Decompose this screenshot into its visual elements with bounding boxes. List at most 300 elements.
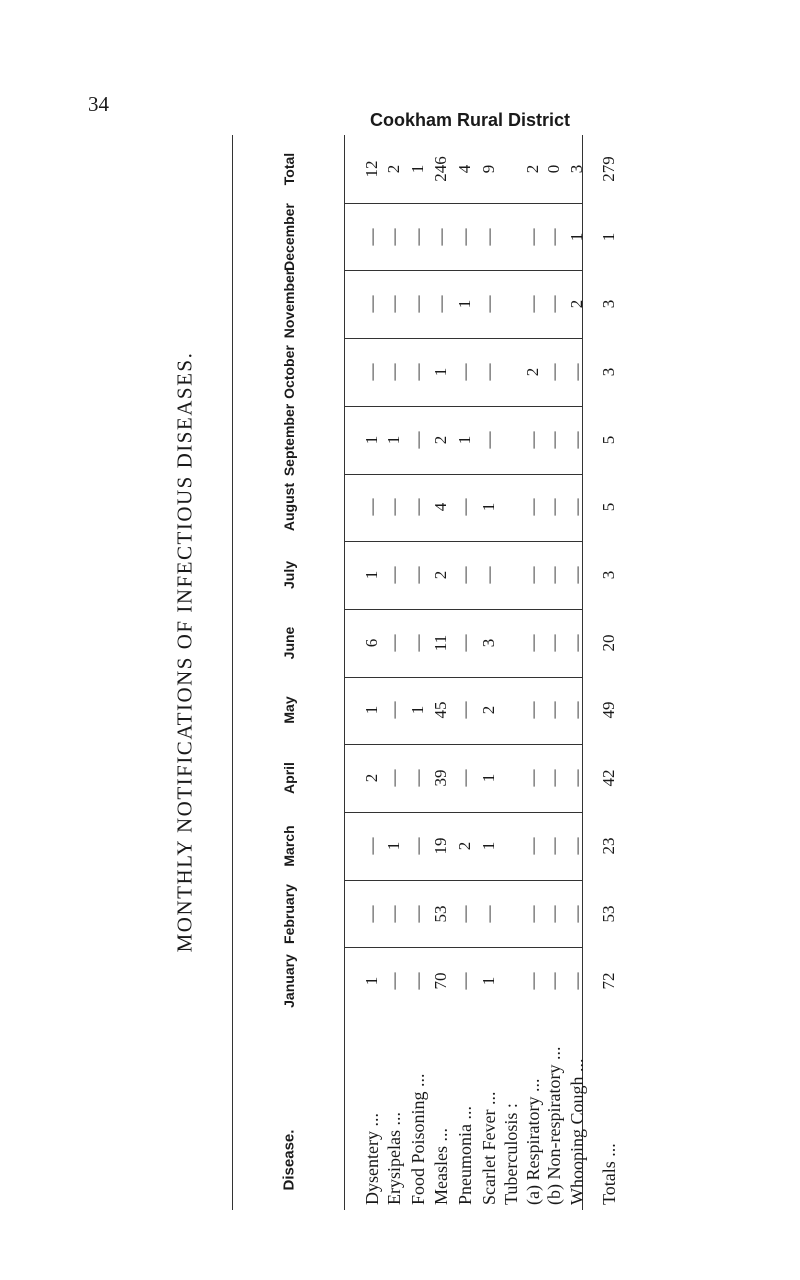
month-total-cell — [599, 156, 618, 182]
header-divider-rule — [344, 135, 345, 1210]
table-cell — [523, 905, 542, 923]
disease-label — [479, 1091, 499, 1206]
month-label: January — [281, 954, 297, 1009]
table-cell — [567, 769, 586, 787]
table-cell — [408, 837, 427, 855]
month-header — [281, 626, 297, 660]
cell-value: — — [408, 769, 427, 787]
cell-value: — — [567, 701, 586, 719]
disease-name: Measles ... — [431, 1128, 451, 1205]
cell-value: 45 — [431, 701, 450, 719]
cell-value: — — [523, 566, 542, 584]
table-cell — [362, 160, 381, 178]
cell-value: — — [408, 431, 427, 449]
cell-value: 1 — [567, 232, 586, 241]
table-cell — [479, 228, 498, 246]
table-cell — [431, 435, 450, 444]
row-separator — [344, 812, 582, 813]
month-header — [281, 270, 297, 339]
cell-value: — — [362, 363, 381, 381]
month-total-cell — [599, 769, 618, 787]
table-cell — [523, 769, 542, 787]
side-title: MONTHLY NOTIFICATIONS OF INFECTIOUS DISEASES. — [172, 351, 197, 953]
page-number: 34 — [88, 92, 109, 116]
table-cell — [362, 570, 381, 580]
table-cell — [544, 566, 563, 584]
table-cell — [408, 498, 427, 516]
month-header — [281, 954, 297, 1009]
cell-value: — — [408, 566, 427, 584]
cell-value: — — [544, 769, 563, 787]
table-cell — [455, 498, 474, 516]
month-label: December — [281, 202, 297, 271]
disease-column-header: Disease. — [280, 1129, 298, 1191]
table-cell — [384, 769, 403, 787]
table-cell — [384, 295, 403, 313]
disease-label — [544, 1046, 564, 1206]
totals-divider-rule — [582, 135, 583, 1210]
table-cell — [362, 295, 381, 313]
cell-value: — — [384, 228, 403, 246]
cell-value: — — [523, 431, 542, 449]
cell-value: — — [544, 498, 563, 516]
table-cell — [523, 367, 542, 377]
month-total-value: 49 — [599, 701, 618, 719]
table-cell — [567, 837, 586, 855]
table-cell — [362, 905, 381, 923]
cell-value: — — [544, 701, 563, 719]
table-cell — [479, 164, 498, 174]
cell-value: — — [431, 228, 450, 246]
row-separator — [344, 609, 582, 610]
disease-label — [408, 1073, 428, 1206]
table-cell — [455, 841, 474, 851]
notifications-table — [232, 135, 682, 1210]
table-cell — [431, 367, 450, 377]
disease-label — [501, 1103, 521, 1206]
disease-label — [384, 1112, 404, 1206]
cell-value: — — [479, 431, 498, 449]
month-total-value: 3 — [599, 300, 618, 309]
table-cell — [455, 300, 474, 309]
cell-value: 3 — [479, 638, 498, 647]
cell-value: — — [455, 972, 474, 990]
table-cell — [362, 706, 381, 715]
cell-value: — — [362, 837, 381, 855]
cell-value: 2 — [431, 435, 450, 444]
cell-value: — — [455, 498, 474, 516]
table-cell — [384, 363, 403, 381]
cell-value: 1 — [479, 503, 498, 512]
cell-value: — — [523, 769, 542, 787]
table-cell — [544, 228, 563, 246]
table-cell — [431, 905, 450, 923]
cell-value: — — [408, 905, 427, 923]
cell-value: — — [567, 431, 586, 449]
cell-value: 1 — [431, 367, 450, 377]
cell-value: — — [567, 905, 586, 923]
cell-value: 4 — [431, 503, 450, 512]
cell-value: 1 — [455, 300, 474, 309]
month-label: Total — [281, 152, 297, 186]
cell-value: — — [544, 972, 563, 990]
table-cell — [479, 905, 498, 923]
table-cell — [523, 701, 542, 719]
month-total-cell — [599, 634, 618, 652]
month-total-cell — [599, 570, 618, 580]
month-total-value: 5 — [599, 435, 618, 444]
cell-value: 246 — [431, 156, 450, 182]
cell-value: 39 — [431, 769, 450, 787]
row-separator — [344, 203, 582, 204]
cell-value: — — [544, 228, 563, 246]
district-heading: Cookham Rural District — [369, 110, 571, 130]
row-separator — [344, 541, 582, 542]
cell-value: 1 — [362, 977, 381, 986]
table-cell — [362, 837, 381, 855]
cell-value: — — [479, 363, 498, 381]
table-cell — [455, 363, 474, 381]
table-cell — [362, 977, 381, 986]
disease-name: Erysipelas ... — [384, 1112, 404, 1205]
table-cell — [384, 566, 403, 584]
cell-value: — — [408, 837, 427, 855]
disease-name: Pneumonia ... — [455, 1106, 475, 1205]
cell-value: — — [384, 498, 403, 516]
table-cell — [408, 228, 427, 246]
cell-value: 2 — [362, 773, 381, 783]
month-label: March — [281, 825, 297, 867]
cell-value: 1 — [384, 841, 403, 851]
table-cell — [544, 431, 563, 449]
month-header — [281, 696, 297, 725]
table-cell — [384, 841, 403, 851]
cell-value: — — [567, 972, 586, 990]
table-cell — [408, 363, 427, 381]
month-total-cell — [599, 300, 618, 309]
table-cell — [567, 363, 586, 381]
cell-value: 19 — [431, 837, 450, 855]
disease-label — [455, 1106, 475, 1206]
table-cell — [479, 566, 498, 584]
row-separator — [344, 270, 582, 271]
table-cell — [479, 841, 498, 851]
table-cell — [362, 435, 381, 444]
cell-value: — — [523, 295, 542, 313]
cell-value: — — [384, 566, 403, 584]
table-cell — [455, 566, 474, 584]
cell-value: — — [455, 701, 474, 719]
cell-value: 53 — [431, 905, 450, 923]
cell-value: 1 — [455, 435, 474, 444]
month-label: July — [281, 561, 297, 590]
table-cell — [431, 570, 450, 580]
table-cell — [431, 769, 450, 787]
table-cell — [455, 435, 474, 444]
month-label: May — [281, 696, 297, 725]
table-cell — [384, 905, 403, 923]
cell-value: — — [362, 905, 381, 923]
cell-value: — — [479, 905, 498, 923]
cell-value: — — [455, 905, 474, 923]
cell-value: — — [544, 431, 563, 449]
table-cell — [431, 156, 450, 182]
cell-value: — — [523, 498, 542, 516]
table-cell — [455, 769, 474, 787]
table-cell — [544, 837, 563, 855]
disease-name: (b) Non-respiratory ... — [544, 1046, 564, 1205]
month-total-cell — [599, 232, 618, 241]
cell-value: 1 — [362, 570, 381, 580]
cell-value: 2 — [567, 300, 586, 309]
table-cell — [567, 498, 586, 516]
month-total-value: 20 — [599, 634, 618, 652]
cell-value: — — [455, 363, 474, 381]
month-total-cell — [599, 837, 618, 855]
cell-value: — — [567, 634, 586, 652]
cell-value: 1 — [362, 435, 381, 444]
cell-value: 11 — [431, 634, 450, 651]
totals-label — [599, 1143, 619, 1206]
month-total-cell — [599, 701, 618, 719]
table-cell — [544, 905, 563, 923]
table-cell — [455, 701, 474, 719]
table-cell — [567, 972, 586, 990]
cell-value: 2 — [523, 367, 542, 377]
cell-value: — — [479, 295, 498, 313]
table-cell — [479, 706, 498, 715]
cell-value: — — [408, 634, 427, 652]
table-cell — [384, 498, 403, 516]
month-total-value: 279 — [599, 156, 618, 182]
month-label: February — [281, 883, 297, 944]
disease-label — [362, 1113, 382, 1206]
table-cell — [455, 972, 474, 990]
disease-label — [523, 1078, 543, 1206]
month-header — [281, 825, 297, 867]
table-cell — [431, 837, 450, 855]
month-label: April — [281, 762, 297, 795]
cell-value: — — [408, 295, 427, 313]
row-separator — [344, 744, 582, 745]
cell-value: 2 — [384, 164, 403, 174]
cell-value: — — [479, 566, 498, 584]
cell-value: — — [455, 228, 474, 246]
cell-value: 2 — [431, 570, 450, 580]
table-cell — [523, 972, 542, 990]
table-cell — [362, 228, 381, 246]
table-cell — [408, 905, 427, 923]
cell-value: — — [384, 972, 403, 990]
row-separator — [344, 338, 582, 339]
month-label: November — [281, 270, 297, 339]
cell-value: 2 — [523, 164, 542, 174]
cell-value: — — [408, 228, 427, 246]
month-header — [281, 762, 297, 795]
table-cell — [362, 638, 381, 647]
disease-label — [567, 1058, 587, 1206]
cell-value: — — [384, 363, 403, 381]
cell-value: 9 — [479, 164, 498, 174]
table-cell — [544, 295, 563, 313]
disease-name: Scarlet Fever ... — [479, 1091, 499, 1205]
table-cell — [431, 634, 450, 651]
table-cell — [479, 773, 498, 783]
cell-value: 4 — [455, 164, 474, 174]
month-header — [281, 345, 297, 399]
cell-value: — — [567, 566, 586, 584]
month-header — [281, 561, 297, 590]
cell-value: — — [384, 701, 403, 719]
disease-label — [431, 1128, 451, 1206]
table-cell — [523, 228, 542, 246]
table-cell — [523, 634, 542, 652]
table-cell — [384, 634, 403, 652]
table-cell — [408, 164, 427, 174]
cell-value: — — [362, 295, 381, 313]
month-header — [281, 202, 297, 271]
cell-value: — — [523, 905, 542, 923]
cell-value: — — [567, 363, 586, 381]
month-total-value: 1 — [599, 232, 618, 241]
cell-value: 12 — [362, 160, 381, 178]
table-cell — [408, 769, 427, 787]
cell-value: — — [544, 295, 563, 313]
table-cell — [431, 972, 450, 990]
cell-value: 1 — [362, 706, 381, 715]
table-cell — [455, 634, 474, 652]
table-cell — [384, 435, 403, 444]
row-separator — [344, 677, 582, 678]
cell-value: — — [479, 228, 498, 246]
table-cell — [408, 706, 427, 715]
table-cell — [567, 566, 586, 584]
table-cell — [544, 498, 563, 516]
cell-value: — — [455, 769, 474, 787]
cell-value: — — [567, 837, 586, 855]
cell-value: — — [408, 972, 427, 990]
table-cell — [479, 977, 498, 986]
disease-name: Tuberculosis : — [501, 1103, 521, 1205]
disease-name: Food Poisoning ... — [408, 1073, 428, 1205]
cell-value: — — [384, 769, 403, 787]
month-label: June — [281, 626, 297, 660]
table-cell — [523, 295, 542, 313]
cell-value: 1 — [479, 773, 498, 783]
table-cell — [362, 498, 381, 516]
cell-value: — — [523, 228, 542, 246]
table-cell — [479, 431, 498, 449]
totals-label-text: Totals ... — [599, 1143, 619, 1205]
month-header — [281, 483, 297, 532]
month-total-value: 5 — [599, 503, 618, 512]
month-label: October — [281, 345, 297, 399]
table-cell — [523, 566, 542, 584]
cell-value: 3 — [567, 164, 586, 174]
month-total-cell — [599, 972, 618, 990]
table-cell — [431, 295, 450, 313]
cell-value: — — [384, 634, 403, 652]
table-cell — [479, 638, 498, 647]
month-total-cell — [599, 905, 618, 923]
cell-value: — — [544, 634, 563, 652]
table-cell — [431, 228, 450, 246]
month-header — [281, 152, 297, 186]
table-cell — [567, 701, 586, 719]
cell-value: — — [567, 498, 586, 516]
cell-value: — — [362, 228, 381, 246]
table-cell — [567, 905, 586, 923]
cell-value: — — [455, 566, 474, 584]
month-total-value: 42 — [599, 769, 618, 787]
table-cell — [479, 363, 498, 381]
table-cell — [408, 566, 427, 584]
table-cell — [544, 769, 563, 787]
table-cell — [408, 431, 427, 449]
cell-value: — — [567, 769, 586, 787]
month-header — [281, 883, 297, 944]
table-cell — [567, 232, 586, 241]
cell-value: — — [455, 634, 474, 652]
cell-value: 2 — [479, 706, 498, 715]
cell-value: 1 — [384, 435, 403, 444]
table-cell — [479, 295, 498, 313]
cell-value: 6 — [362, 638, 381, 647]
table-cell — [523, 164, 542, 174]
month-header — [281, 403, 297, 476]
row-separator — [344, 947, 582, 948]
month-total-cell — [599, 435, 618, 444]
cell-value: — — [544, 837, 563, 855]
cell-value: 0 — [544, 164, 563, 174]
cell-value: 70 — [431, 972, 450, 990]
table-cell — [479, 503, 498, 512]
cell-value: 1 — [408, 706, 427, 715]
table-cell — [567, 300, 586, 309]
table-cell — [408, 972, 427, 990]
month-total-value: 3 — [599, 570, 618, 580]
cell-value: — — [544, 363, 563, 381]
table-cell — [544, 363, 563, 381]
table-cell — [567, 164, 586, 174]
row-separator — [344, 880, 582, 881]
table-cell — [455, 164, 474, 174]
cell-value: — — [523, 634, 542, 652]
month-total-cell — [599, 367, 618, 377]
cell-value: — — [384, 905, 403, 923]
table-cell — [384, 164, 403, 174]
table-cell — [544, 972, 563, 990]
table-left-rule — [232, 135, 233, 1210]
cell-value: — — [523, 837, 542, 855]
cell-value: — — [408, 363, 427, 381]
cell-value: — — [362, 498, 381, 516]
row-separator — [344, 474, 582, 475]
table-cell — [408, 295, 427, 313]
cell-value: — — [431, 295, 450, 313]
table-cell — [544, 164, 563, 174]
table-cell — [523, 837, 542, 855]
month-total-value: 72 — [599, 972, 618, 990]
month-label: August — [281, 483, 297, 532]
table-cell — [455, 228, 474, 246]
month-label: September — [281, 403, 297, 476]
row-separator — [344, 406, 582, 407]
cell-value: — — [384, 295, 403, 313]
disease-name: (a) Respiratory ... — [523, 1078, 543, 1205]
table-cell — [384, 228, 403, 246]
table-cell — [431, 701, 450, 719]
